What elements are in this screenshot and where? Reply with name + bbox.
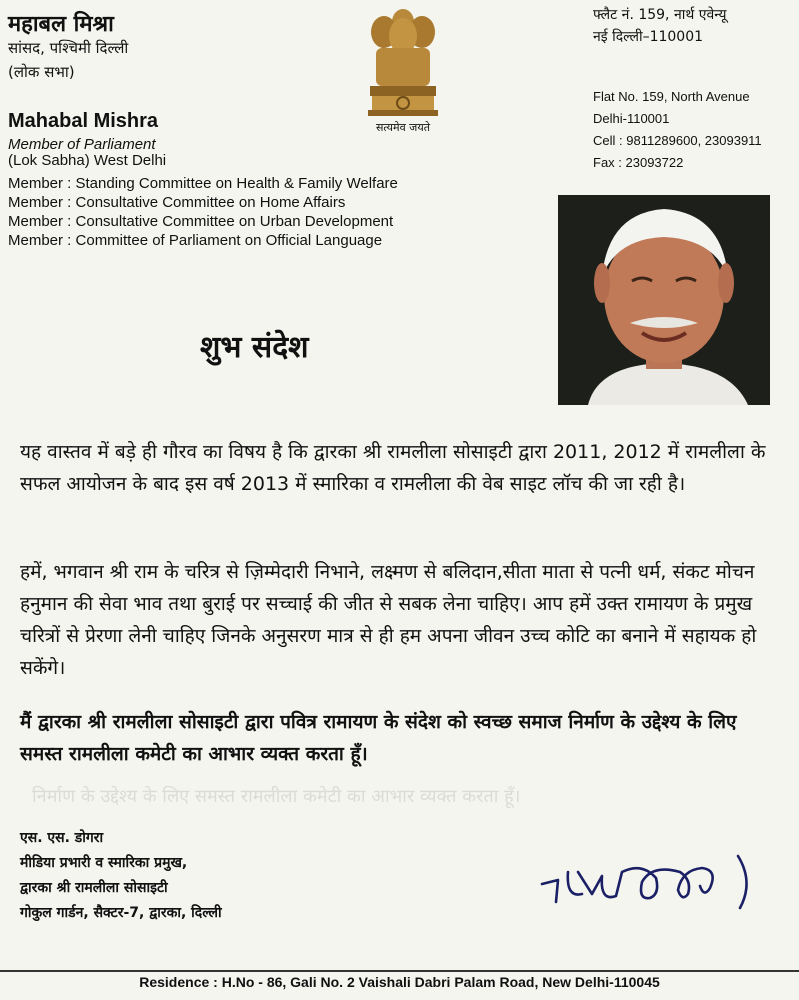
faded-echo-text: निर्माण के उद्देश्य के लिए समस्त रामलीला कमेटी का आभार व्यक्त करता हूँ। — [32, 786, 521, 807]
address-hindi-line: फ्लैट नं. 159, नार्थ एवेन्यू — [593, 7, 727, 23]
message-paragraph-3: मैं द्वारका श्री रामलीला सोसाइटी द्वारा पवित्र रामायण के संदेश को स्वच्छ समाज निर्माण के उद्देश्य के लिए समस्त रामलीला कमेटी का आभार व्यक्त करता हूँ। — [20, 711, 737, 765]
committee-item: Member : Standing Committee on Health & Family Welfare — [8, 175, 398, 192]
sender-address: गोकुल गार्डन, सैक्टर-7, द्वारका, दिल्ली — [20, 905, 222, 921]
office-address-hindi — [593, 4, 727, 48]
mp-house-hindi: (लोक सभा) — [8, 63, 75, 81]
committee-list — [8, 174, 398, 250]
address-english-line: Delhi-110001 — [593, 111, 670, 126]
message-title: शुभ संदेश — [200, 330, 309, 365]
sender-role: मीडिया प्रभारी व स्मारिका प्रमुख, — [20, 855, 188, 871]
sender-block — [20, 826, 222, 926]
sender-organization: द्वारका श्री रामलीला सोसाइटी — [20, 880, 168, 896]
signature-graphic — [532, 842, 772, 917]
committee-item: Member : Consultative Committee on Urban Development — [8, 213, 394, 230]
mp-name-english: Mahabal Mishra — [8, 110, 159, 132]
footer-divider — [0, 970, 799, 972]
mp-name-hindi: महाबल मिश्रा — [8, 12, 114, 37]
fax-number: Fax : 23093722 — [593, 155, 684, 170]
sender-name: एस. एस. डोगरा — [20, 830, 104, 846]
office-address-english — [593, 86, 762, 174]
message-paragraph-2: हमें, भगवान श्री राम के चरित्र से ज़िम्मेदारी निभाने, लक्ष्मण से बलिदान,सीता माता से पत्नी धर्म, संकट मोचन हनुमान की सेवा भाव तथा बुराई पर सच्चाई की जीत से सबक लेना चाहिए। आप हमें उक्त रामायण के प्रमुख चरित्रों से प्रेरणा लेनी चाहिए जिनके अनुसरण मात्र से ही हम अपना जीवन उच्च कोटि का बनाने में सहायक हो सकेंगे। — [20, 561, 757, 679]
mp-house-english: (Lok Sabha) West Delhi — [8, 152, 167, 169]
mp-portrait-photo — [558, 195, 770, 405]
mp-designation-hindi: सांसद, पश्चिमी दिल्ली — [8, 39, 129, 57]
address-hindi-line: नई दिल्ली–110001 — [593, 29, 704, 45]
residence-address: Residence : H.No - 86, Gali No. 2 Vaishali Dabri Palam Road, New Delhi-110045 — [139, 974, 660, 990]
committee-item: Member : Consultative Committee on Home Affairs — [8, 194, 346, 211]
mp-designation-english: Member of Parliament — [8, 136, 156, 153]
message-paragraph-1: यह वास्तव में बड़े ही गौरव का विषय है कि द्वारका श्री रामलीला सोसाइटी द्वारा 2011, 2012 में रामलीला के सफल आयोजन के बाद इस वर्ष 2013 में स्मारिका व रामलीला की वेब साइट लॉच की जा रही है। — [20, 441, 766, 495]
national-emblem-icon — [362, 4, 444, 138]
emblem-motto: सत्यमेव जयते — [375, 121, 430, 134]
address-english-line: Flat No. 159, North Avenue — [593, 89, 750, 104]
committee-item: Member : Committee of Parliament on Official Language — [8, 232, 383, 249]
cell-number: Cell : 9811289600, 23093911 — [593, 133, 762, 148]
